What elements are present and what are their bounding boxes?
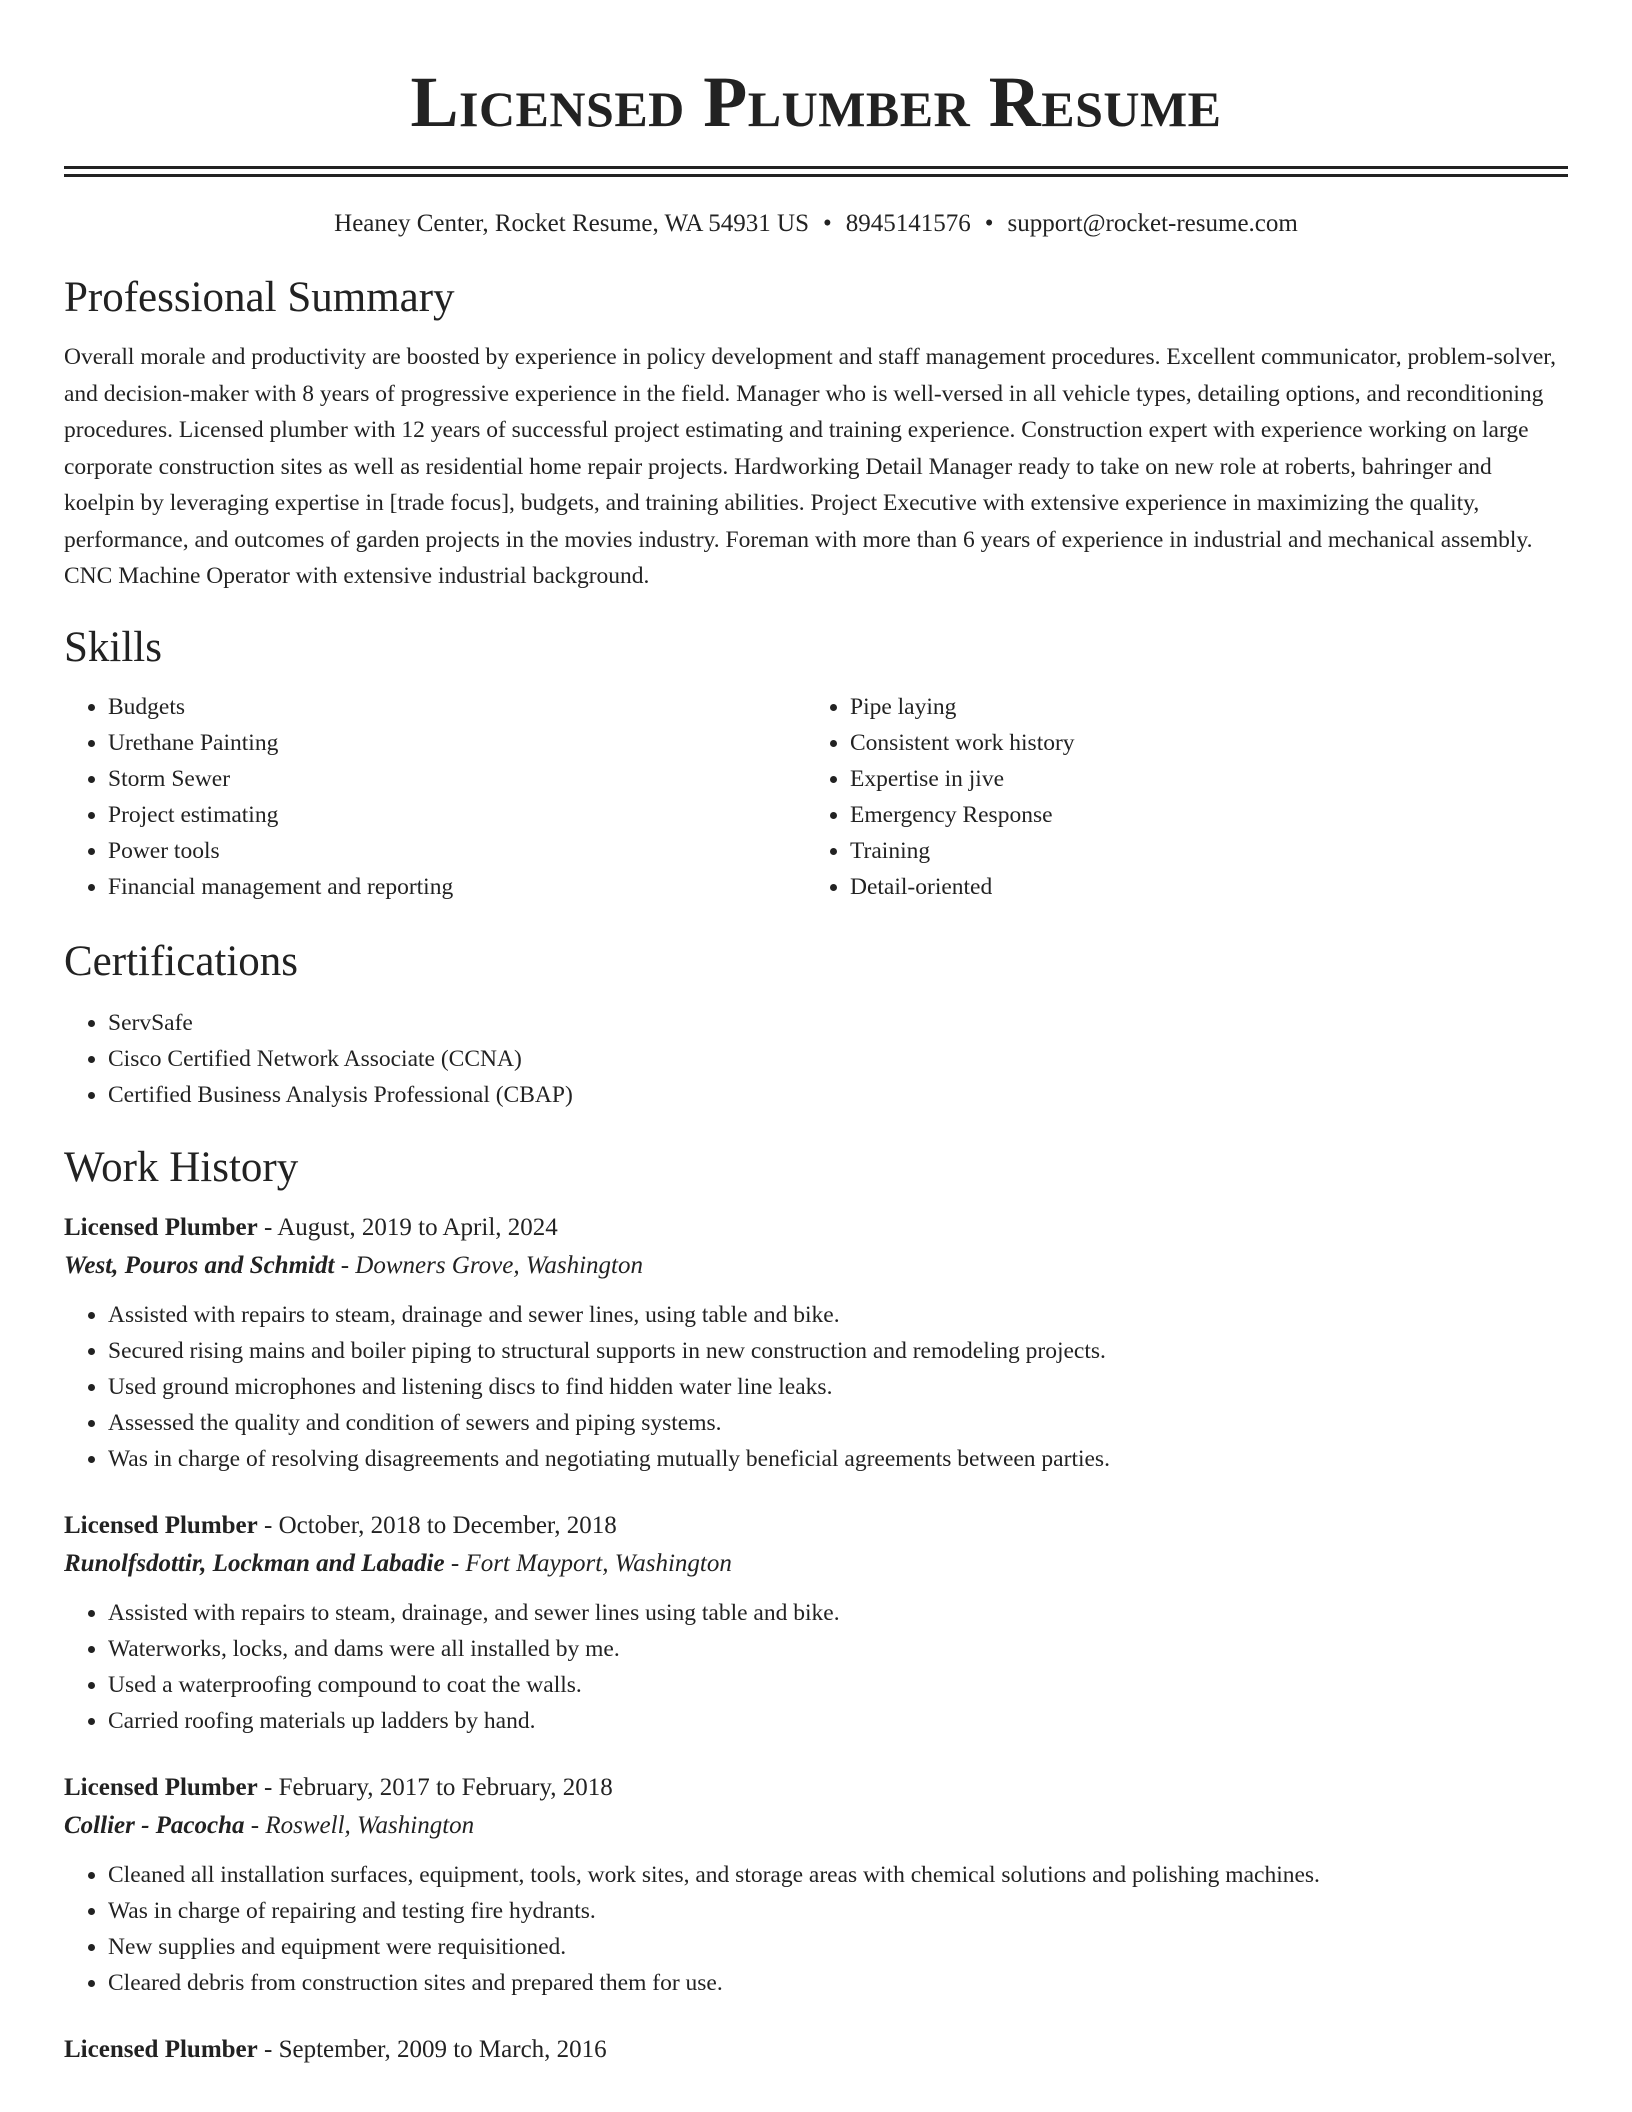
job-entry [64, 1209, 1568, 1477]
job-bullet: • Assisted with repairs to steam, drainage, and sewer lines using table and bike. [108, 1595, 1568, 1631]
skills-left-list [64, 689, 806, 905]
job-bullet: • Secured rising mains and boiler piping to structural supports in new construction and remodeling projects. [108, 1333, 1568, 1369]
job-company: West, Pouros and Schmidt [64, 1251, 335, 1279]
skill-item: • Budgets [108, 689, 806, 725]
skill-item: • Urethane Painting [108, 725, 806, 761]
job-role: Licensed Plumber [64, 1511, 258, 1539]
job-bullet: • Used ground microphones and listening discs to find hidden water line leaks. [108, 1369, 1568, 1405]
skills-heading: Skills [64, 623, 162, 671]
work-history-heading: Work History [64, 1143, 299, 1191]
skills-right-list [806, 689, 1548, 905]
job-company-line [64, 1545, 1568, 1583]
job-bullet: • Carried roofing materials up ladders by hand. [108, 1703, 1568, 1739]
job-dates: - October, 2018 to December, 2018 [257, 1511, 617, 1539]
job-title-line [64, 1769, 1568, 1807]
job-bullets [64, 1595, 1568, 1739]
job-bullet: • Cleaned all installation surfaces, equipment, tools, work sites, and storage areas with chemical solutions and polishing machines. [108, 1857, 1568, 1893]
job-title-line [64, 1507, 1568, 1545]
job-company: Collier - Pacocha [64, 1811, 245, 1839]
job-bullet: • New supplies and equipment were requisitioned. [108, 1929, 1568, 1965]
skill-item: • Storm Sewer [108, 761, 806, 797]
resume-page [64, 0, 1568, 2069]
job-dates: - February, 2017 to February, 2018 [257, 1773, 613, 1801]
skill-item: • Project estimating [108, 797, 806, 833]
certifications-heading: Certifications [64, 937, 299, 985]
job-bullet: • Assessed the quality and condition of sewers and piping systems. [108, 1405, 1568, 1441]
job-role: Licensed Plumber [64, 1213, 258, 1241]
skill-item: • Consistent work history [850, 725, 1548, 761]
summary-text: Overall morale and productivity are boosted by experience in policy development and staff management procedures. Excellent communicator, problem-solver, and decision-maker with 8 years of progressive experience in the field. Manager who is well-versed in all vehicle types, detailing options, and reconditioning procedures. Licensed plumber with 12 years of successful project estimating and training experience. Construction expert with experience working on large corporate construction sites as well as residential home repair projects. Hardworking Detail Manager ready to take on new role at roberts, bahringer and koelpin by leveraging expertise in [trade focus], budgets, and training abilities. Project Executive with extensive experience in maximizing the quality, performance, and outcomes of garden projects in the movies industry. Foreman with more than 6 years of experience in industrial and mechanical assembly. CNC Machine Operator with extensive industrial background. [64, 344, 1557, 589]
skill-item: • Emergency Response [850, 797, 1548, 833]
job-role: Licensed Plumber [64, 1773, 258, 1801]
certifications-list [64, 1005, 1568, 1113]
job-title-line [64, 1209, 1568, 1247]
job-bullet: • Used a waterproofing compound to coat the walls. [108, 1667, 1568, 1703]
resume-title: Licensed Plumber Resume [410, 62, 1222, 142]
certification-item: • Certified Business Analysis Professional (CBAP) [108, 1077, 1568, 1113]
contact-address: Heaney Center, Rocket Resume, WA 54931 US [334, 210, 809, 237]
summary-heading: Professional Summary [64, 274, 455, 321]
job-entry [64, 1769, 1568, 2001]
job-bullet: • Was in charge of repairing and testing fire hydrants. [108, 1893, 1568, 1929]
contact-email: support@rocket-resume.com [1007, 210, 1298, 237]
contact-separator: • [823, 210, 832, 237]
skill-item: • Training [850, 833, 1548, 869]
title-double-rule [64, 166, 1568, 177]
job-dates: - September, 2009 to March, 2016 [257, 2035, 607, 2063]
job-bullet: • Waterworks, locks, and dams were all installed by me. [108, 1631, 1568, 1667]
contact-phone: 8945141576 [845, 210, 971, 237]
skill-item: • Detail-oriented [850, 869, 1548, 905]
job-bullet: • Cleared debris from construction sites and prepared them for use. [108, 1965, 1568, 2001]
job-role: Licensed Plumber [64, 2035, 258, 2063]
skill-item: • Pipe laying [850, 689, 1548, 725]
skill-item: • Financial management and reporting [108, 869, 806, 905]
skill-item: • Expertise in jive [850, 761, 1548, 797]
job-bullet: • Assisted with repairs to steam, drainage and sewer lines, using table and bike. [108, 1297, 1568, 1333]
certification-item: • Cisco Certified Network Associate (CCNA) [108, 1041, 1568, 1077]
job-entry [64, 2031, 1568, 2069]
job-bullets [64, 1857, 1568, 2001]
job-company-line [64, 1247, 1568, 1285]
job-location: - Fort Mayport, Washington [444, 1549, 732, 1577]
contact-line [64, 207, 1568, 241]
job-bullets [64, 1297, 1568, 1477]
job-company-line [64, 1807, 1568, 1845]
job-bullet: • Was in charge of resolving disagreements and negotiating mutually beneficial agreements between parties. [108, 1441, 1568, 1477]
job-location: - Roswell, Washington [244, 1811, 475, 1839]
contact-separator: • [984, 210, 994, 237]
job-company: Runolfsdottir, Lockman and Labadie [64, 1549, 445, 1577]
job-dates: - August, 2019 to April, 2024 [257, 1213, 558, 1241]
certification-item: • ServSafe [108, 1005, 1568, 1041]
job-title-line [64, 2031, 1568, 2069]
job-entry [64, 1507, 1568, 1739]
skill-item: • Power tools [108, 833, 806, 869]
skills-columns [64, 689, 1568, 905]
job-location: - Downers Grove, Washington [334, 1251, 643, 1279]
